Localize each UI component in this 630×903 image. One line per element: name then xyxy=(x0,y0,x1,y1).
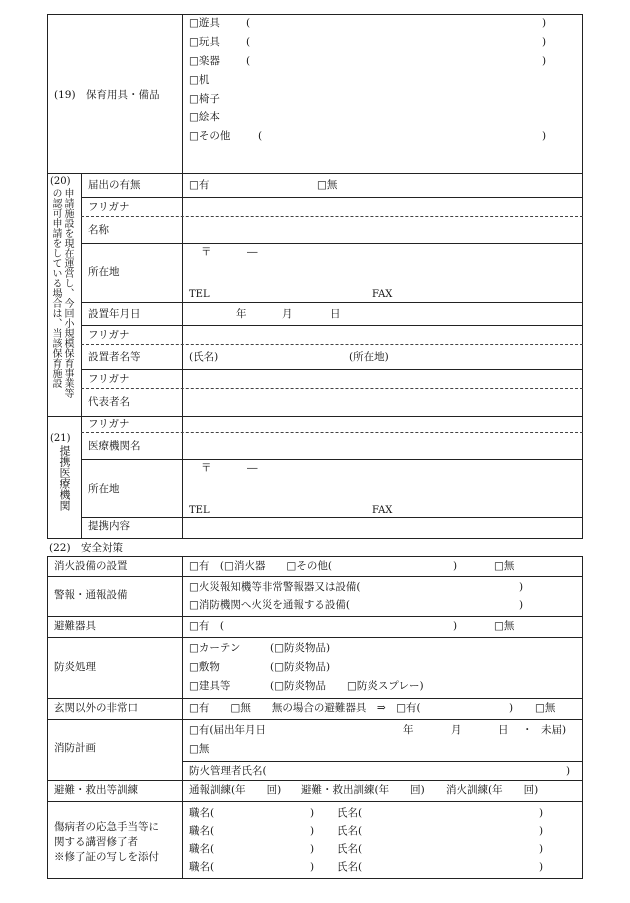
s19-item-6[interactable]: □その他 xyxy=(189,130,231,142)
emergency-exit-label: 玄関以外の非常口 xyxy=(54,702,138,714)
s19-item-0[interactable]: □遊具 xyxy=(189,17,220,29)
drills-label: 避難・救出等訓練 xyxy=(54,784,138,796)
fireproof-label: 防炎処理 xyxy=(54,661,96,673)
fireproof-item-fittings[interactable]: □建具等 xyxy=(189,680,231,692)
alarm-option-1[interactable]: □火災報知機等非常警報器又は設備( xyxy=(189,581,361,593)
emergency-exit-options[interactable]: □有 □無 無の場合の避難器具 ⇒ □有( xyxy=(189,702,421,714)
fire-manager-field[interactable]: 防火管理者氏名( xyxy=(189,765,267,777)
table-border xyxy=(582,14,583,539)
s20-furigana-3: フリガナ xyxy=(88,373,130,385)
s21-address-label: 所在地 xyxy=(88,483,120,495)
table-border xyxy=(81,173,82,539)
drill-evacuation[interactable]: 避難・救出訓練(年 回) xyxy=(301,784,425,796)
table-border xyxy=(47,14,583,15)
s20-vertical-text-1: 申請施設を現在運営し、今回小規模保育事業等 xyxy=(62,188,73,398)
s21-vertical-text: 提携医療機関 xyxy=(58,445,71,511)
evacuation-tools-no[interactable]: □無 xyxy=(494,620,515,632)
fire-equipment-no[interactable]: □無 xyxy=(494,560,515,572)
first-aid-note: ※修了証の写しを添付 xyxy=(54,851,159,863)
s22-heading: (22) 安全対策 xyxy=(49,542,124,554)
s21-furigana: フリガナ xyxy=(88,418,130,430)
first-aid-label-1: 傷病者の応急手当等に xyxy=(54,821,159,833)
s20-number: (20) xyxy=(50,176,71,187)
s20-vertical-text-2: の認可申請をしている場合は、当該保育施設 xyxy=(50,188,61,388)
s20-notification-yes[interactable]: □有 xyxy=(189,179,210,191)
first-aid-name-1[interactable]: 氏名( xyxy=(337,807,363,819)
s19-item-4[interactable]: □椅子 xyxy=(189,93,220,105)
s20-furigana-1: フリガナ xyxy=(88,201,130,213)
s19-label: (19) 保育用具・備品 xyxy=(54,89,160,101)
s19-item-3[interactable]: □机 xyxy=(189,74,210,86)
s20-address-label: 所在地 xyxy=(88,266,120,278)
s20-representative-label: 代表者名 xyxy=(88,396,130,408)
fireproof-item-rug[interactable]: □敷物 xyxy=(189,661,220,673)
first-aid-position-3[interactable]: 職名( xyxy=(189,843,215,855)
postal-mark: 〒 xyxy=(201,246,212,258)
fire-plan-no[interactable]: □無 xyxy=(189,743,210,755)
s21-institution-label: 医療機関名 xyxy=(88,440,141,452)
first-aid-label-2: 関する講習修了者 xyxy=(54,836,138,848)
s19-item-1[interactable]: □玩具 xyxy=(189,36,220,48)
alarm-option-2[interactable]: □消防機関へ火災を通報する設備( xyxy=(189,599,351,611)
first-aid-name-3[interactable]: 氏名( xyxy=(337,843,363,855)
s20-name-label: 名称 xyxy=(88,224,109,236)
fire-equipment-label: 消火設備の設置 xyxy=(54,560,128,572)
table-border xyxy=(47,14,48,539)
table-border xyxy=(47,173,583,174)
s20-founder-label: 設置者名等 xyxy=(88,351,141,363)
alarm-label: 警報・通報設備 xyxy=(54,589,128,601)
tel-label: TEL xyxy=(189,289,210,300)
first-aid-name-2[interactable]: 氏名( xyxy=(337,825,363,837)
drill-report[interactable]: 通報訓練(年 回) xyxy=(189,784,282,796)
fire-equipment-options[interactable]: □有 (□消火器 □その他( xyxy=(189,560,332,572)
s20-established-label: 設置年月日 xyxy=(88,308,141,320)
fax-label: FAX xyxy=(372,289,393,300)
evacuation-tools-yes[interactable]: □有 ( xyxy=(189,620,225,632)
table-border xyxy=(182,14,183,539)
evacuation-tools-label: 避難器具 xyxy=(54,620,96,632)
first-aid-position-2[interactable]: 職名( xyxy=(189,825,215,837)
s20-notification-no[interactable]: □無 xyxy=(317,179,338,191)
s19-item-5[interactable]: □絵本 xyxy=(189,111,220,123)
s20-notification-label: 届出の有無 xyxy=(88,179,141,191)
fireproof-item-curtain[interactable]: □カーテン xyxy=(189,642,241,654)
s21-content-label: 提携内容 xyxy=(88,520,130,532)
drill-extinguish[interactable]: 消火訓練(年 回) xyxy=(446,784,539,796)
s21-number: (21) xyxy=(50,433,71,444)
fire-plan-label: 消防計画 xyxy=(54,742,96,754)
first-aid-position-4[interactable]: 職名( xyxy=(189,861,215,873)
first-aid-name-4[interactable]: 氏名( xyxy=(337,861,363,873)
fire-plan-yes[interactable]: □有(届出年月日 xyxy=(189,724,267,736)
first-aid-position-1[interactable]: 職名( xyxy=(189,807,215,819)
emergency-exit-no[interactable]: □無 xyxy=(535,702,556,714)
s19-item-2[interactable]: □楽器 xyxy=(189,55,220,67)
s20-furigana-2: フリガナ xyxy=(88,329,130,341)
